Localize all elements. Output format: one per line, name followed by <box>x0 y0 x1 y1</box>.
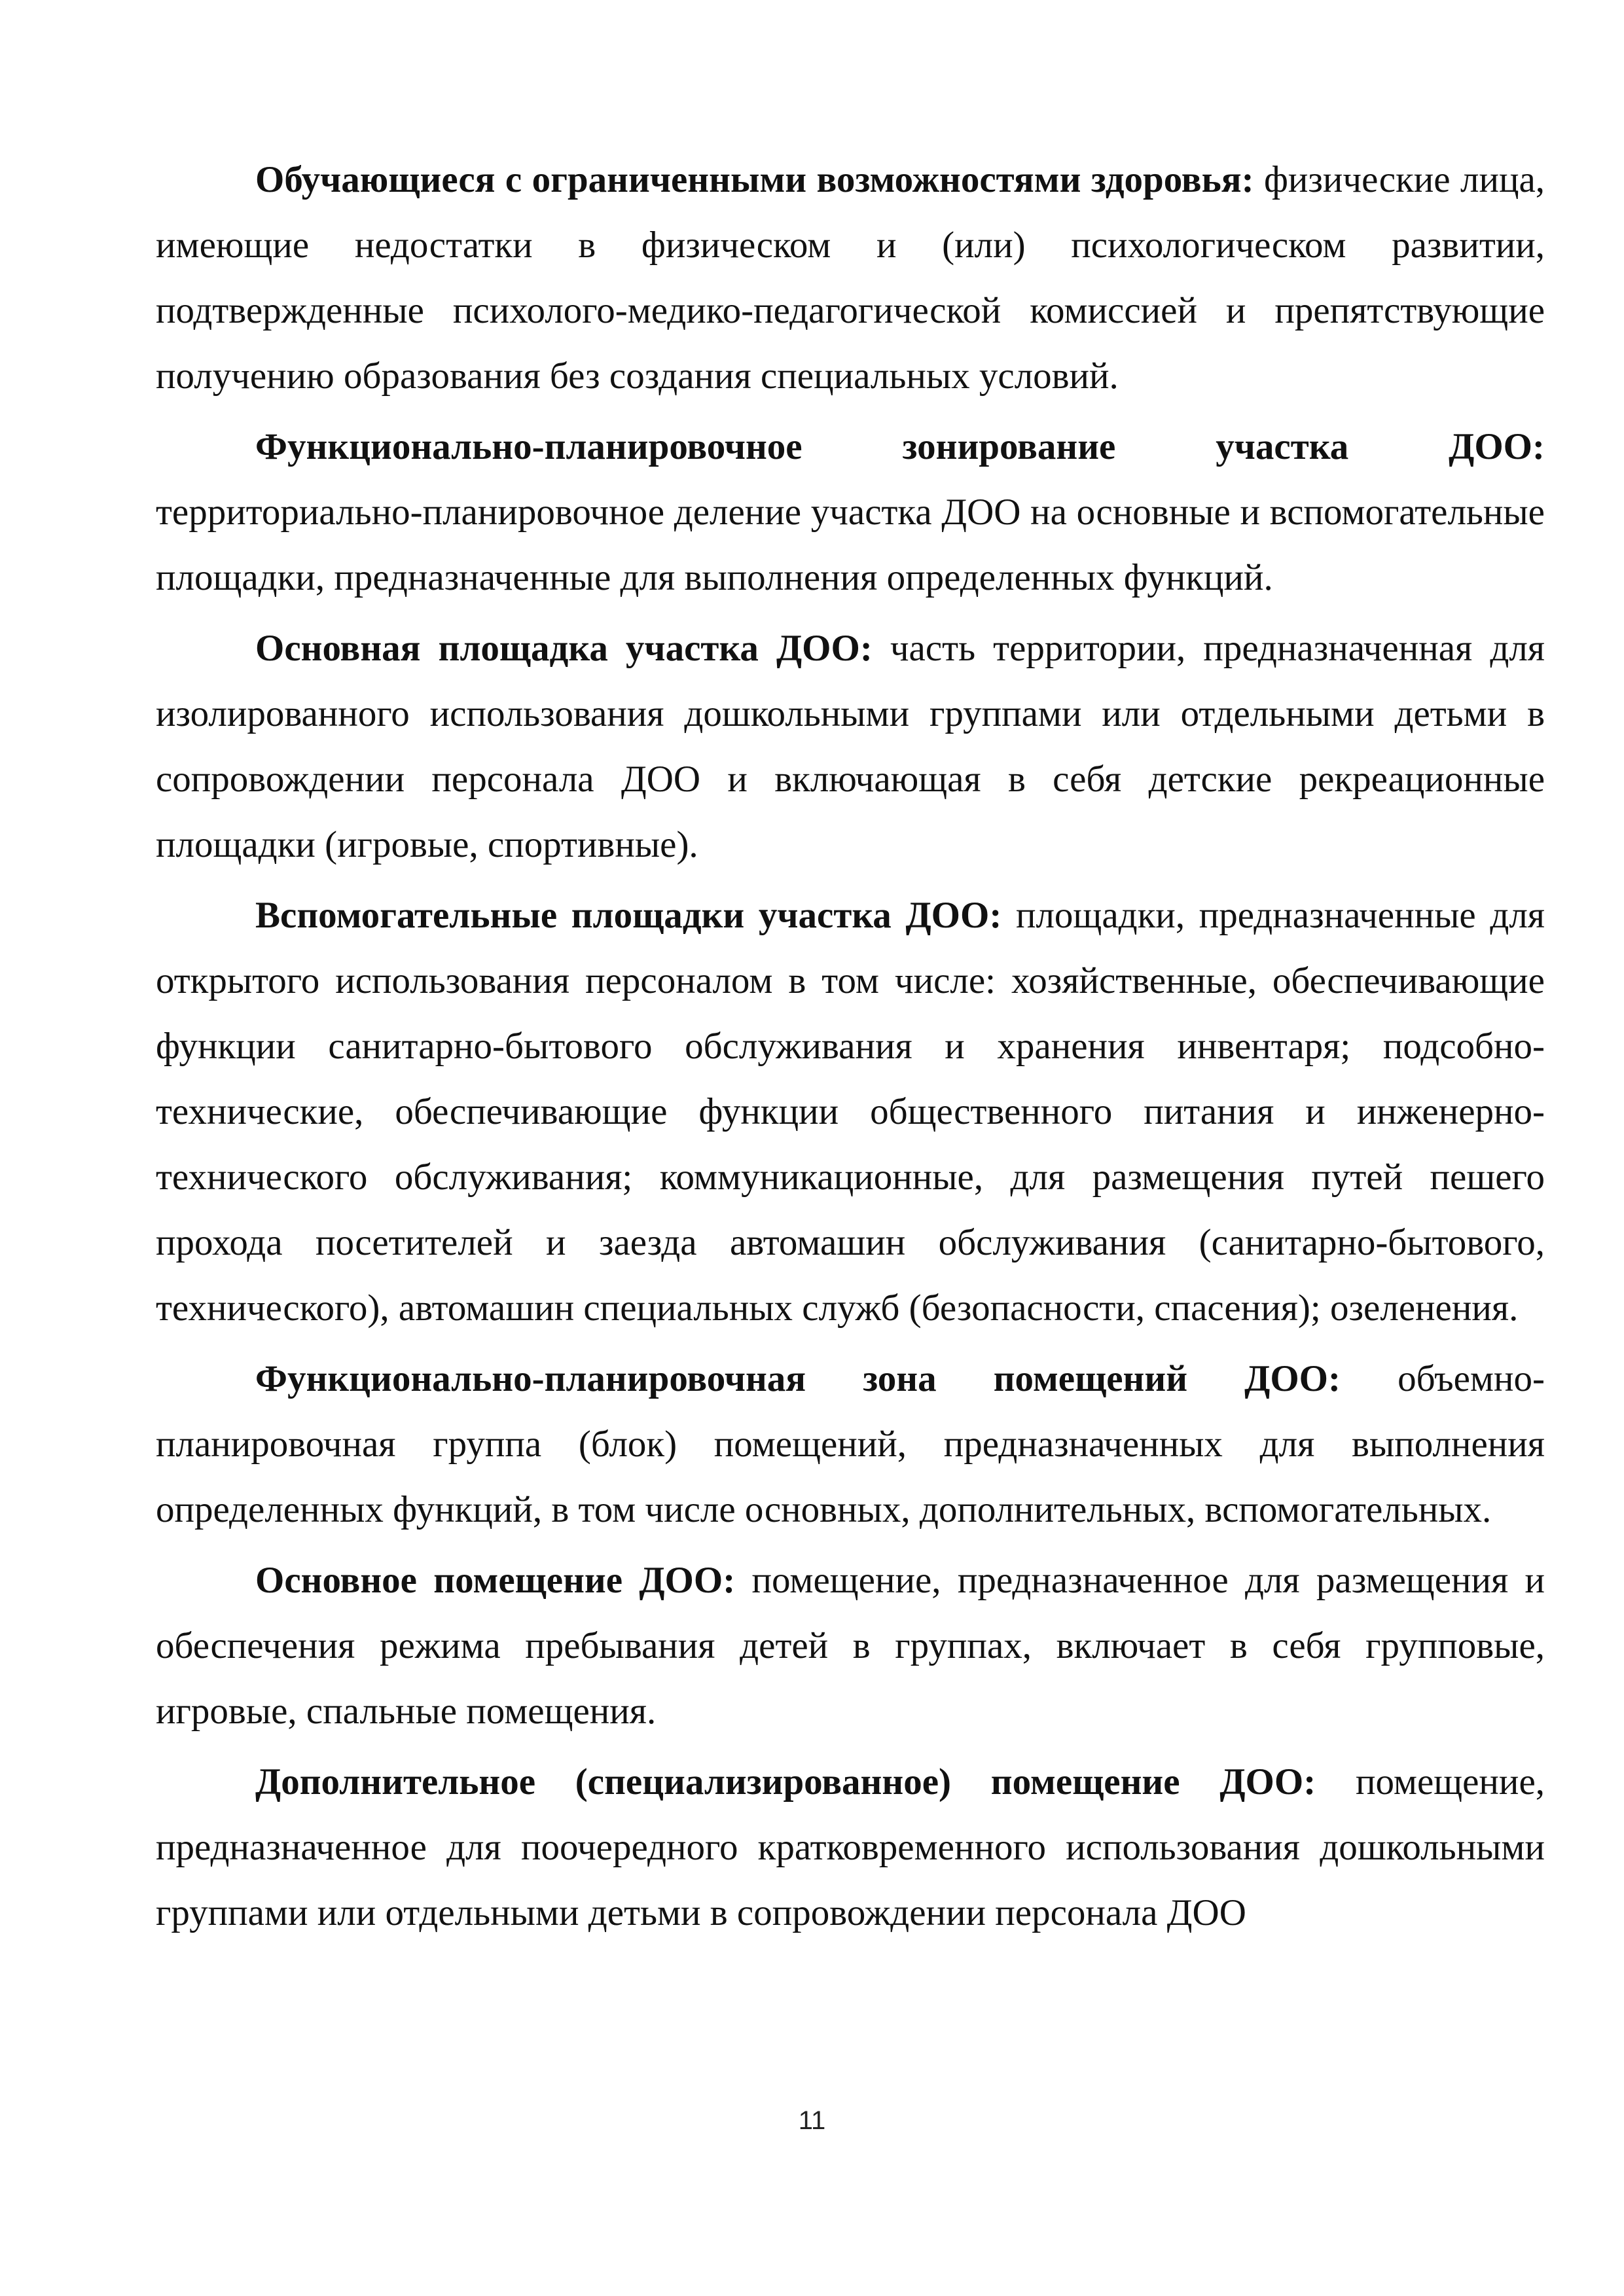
term-auxiliary-site-areas: Вспомогательные площадки участка ДОО: <box>255 895 1002 936</box>
definition-additional-premises: помещение, предназначенное для поочередного кратковременного использования дошкольными группами или отдельными детьми в сопровождении персонала ДОО <box>156 1761 1545 1933</box>
document-body <box>156 147 1545 1951</box>
paragraph-students-disabilities <box>156 147 1545 409</box>
definition-site-zoning: территориально-планировочное деление участка ДОО на основные и вспомогательные площадки, предназначенные для выполнения определенных функций. <box>156 492 1545 598</box>
paragraph-auxiliary-site-areas <box>156 883 1545 1341</box>
paragraph-premises-zone <box>156 1346 1545 1543</box>
definition-auxiliary-site-areas: площадки, предназначенные для открытого использования персоналом в том числе: хозяйственные, обеспечивающие функции санитарно-бытового обслуживания и хранения инвентаря; подсобно-технические, обеспечивающие функции общественного питания и инженерно-технического обслуживания; коммуникационные, для размещения путей пешего прохода посетителей и заезда автомашин обслуживания (санитарно-бытового, технического), автомашин специальных служб (безопасности, спасения); озеленения. <box>156 895 1545 1329</box>
paragraph-site-zoning <box>156 414 1545 611</box>
term-site-zoning: Функционально-планировочное зонирование участка ДОО: <box>255 426 1545 467</box>
term-main-site-area: Основная площадка участка ДОО: <box>255 628 873 669</box>
definition-main-site-area: часть территории, предназначенная для изолированного использования дошкольными группами или отдельными детьми в сопровождении персонала ДОО и включающая в себя детские рекреационные площадки (игровые, спортивные). <box>156 628 1545 865</box>
definition-students-disabilities: физические лица, имеющие недостатки в физическом и (или) психологическом развитии, подтвержденные психолого-медико-педагогической комиссией и препятствующие получению образования без создания специальных условий. <box>156 159 1545 397</box>
paragraph-main-premises <box>156 1548 1545 1744</box>
definition-main-premises: помещение, предназначенное для размещения и обеспечения режима пребывания детей в группах, включает в себя групповые, игровые, спальные помещения. <box>156 1560 1545 1732</box>
term-students-disabilities: Обучающиеся с ограниченными возможностями здоровья: <box>255 159 1254 200</box>
definition-premises-zone: объемно-планировочная группа (блок) помещений, предназначенных для выполнения определенных функций, в том числе основных, дополнительных, вспомогательных. <box>156 1358 1545 1530</box>
paragraph-additional-premises <box>156 1749 1545 1946</box>
term-premises-zone: Функционально-планировочная зона помещений ДОО: <box>255 1358 1341 1399</box>
term-main-premises: Основное помещение ДОО: <box>255 1560 736 1601</box>
term-additional-premises: Дополнительное (специализированное) помещение ДОО: <box>255 1761 1316 1803</box>
page-number: 11 <box>798 2106 826 2135</box>
paragraph-main-site-area <box>156 616 1545 878</box>
